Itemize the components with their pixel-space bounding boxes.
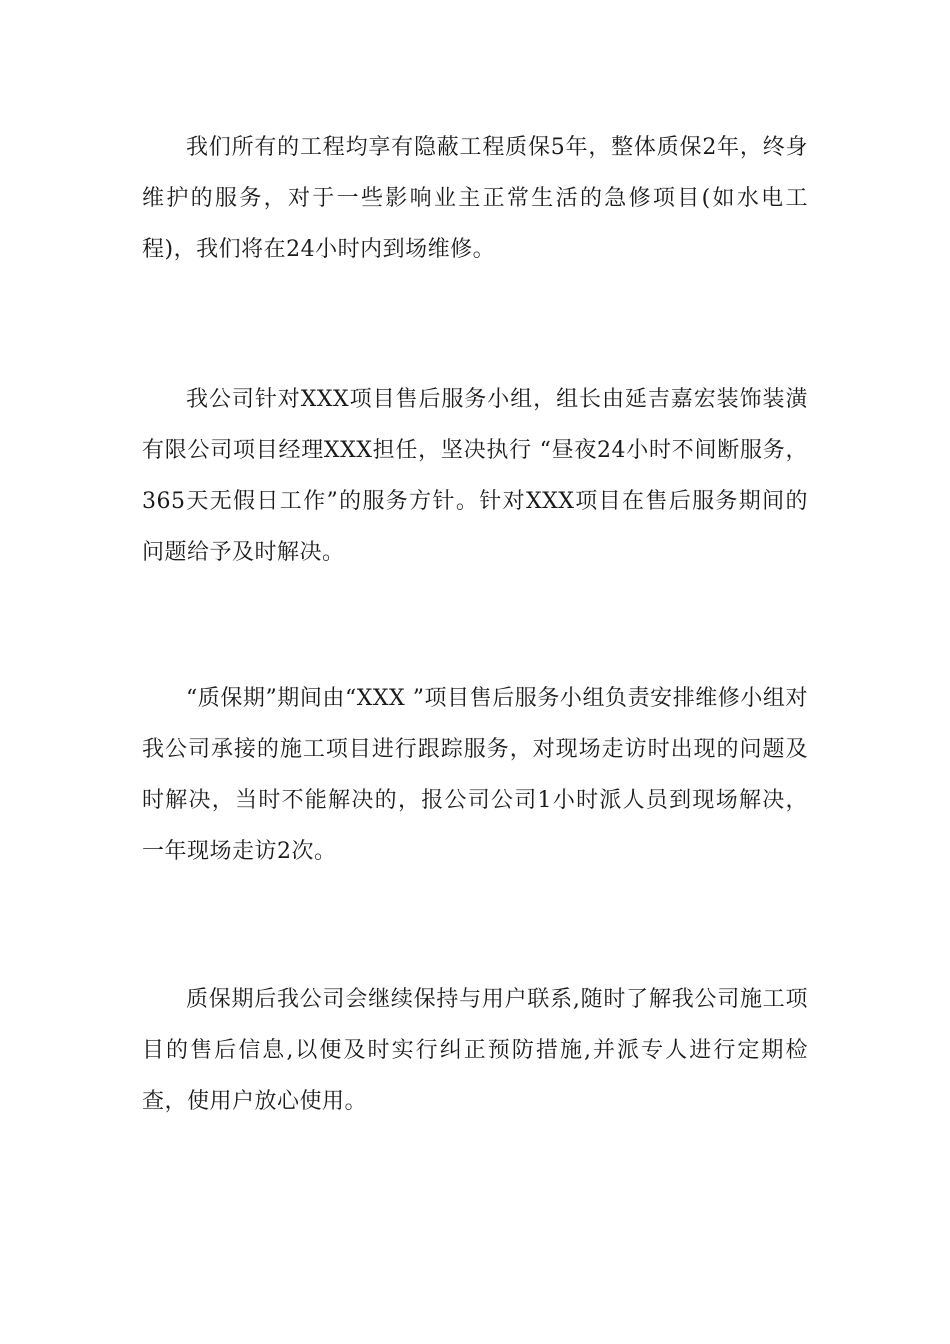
paragraph-post-warranty: 质保期后我公司会继续保持与用户联系,随时了解我公司施工项目的售后信息,以便及时实行纠正预防措施,并派专人进行定期检查，使用户放心使用。	[142, 987, 808, 1114]
paragraph-service-team: 我公司针对XXX项目售后服务小组，组长由延吉嘉宏装饰装潢有限公司项目经理XXX担任，坚决执行 “昼夜24小时不间断服务，365天无假日工作”的服务方针。针对XXX项目在售后服务期间的问题给予及时解决。	[142, 387, 808, 565]
paragraph-warranty-terms: 我们所有的工程均享有隐蔽工程质保5年，整体质保2年，终身维护的服务，对于一些影响业主正常生活的急修项目(如水电工程)，我们将在24小时内到场维修。	[142, 135, 808, 262]
paragraph-warranty-period: “质保期”期间由“XXX ”项目售后服务小组负责安排维修小组对我公司承接的施工项目进行跟踪服务，对现场走访时出现的问题及时解决，当时不能解决的，报公司公司1小时派人员到现场解决，一年现场走访2次。	[142, 686, 808, 864]
